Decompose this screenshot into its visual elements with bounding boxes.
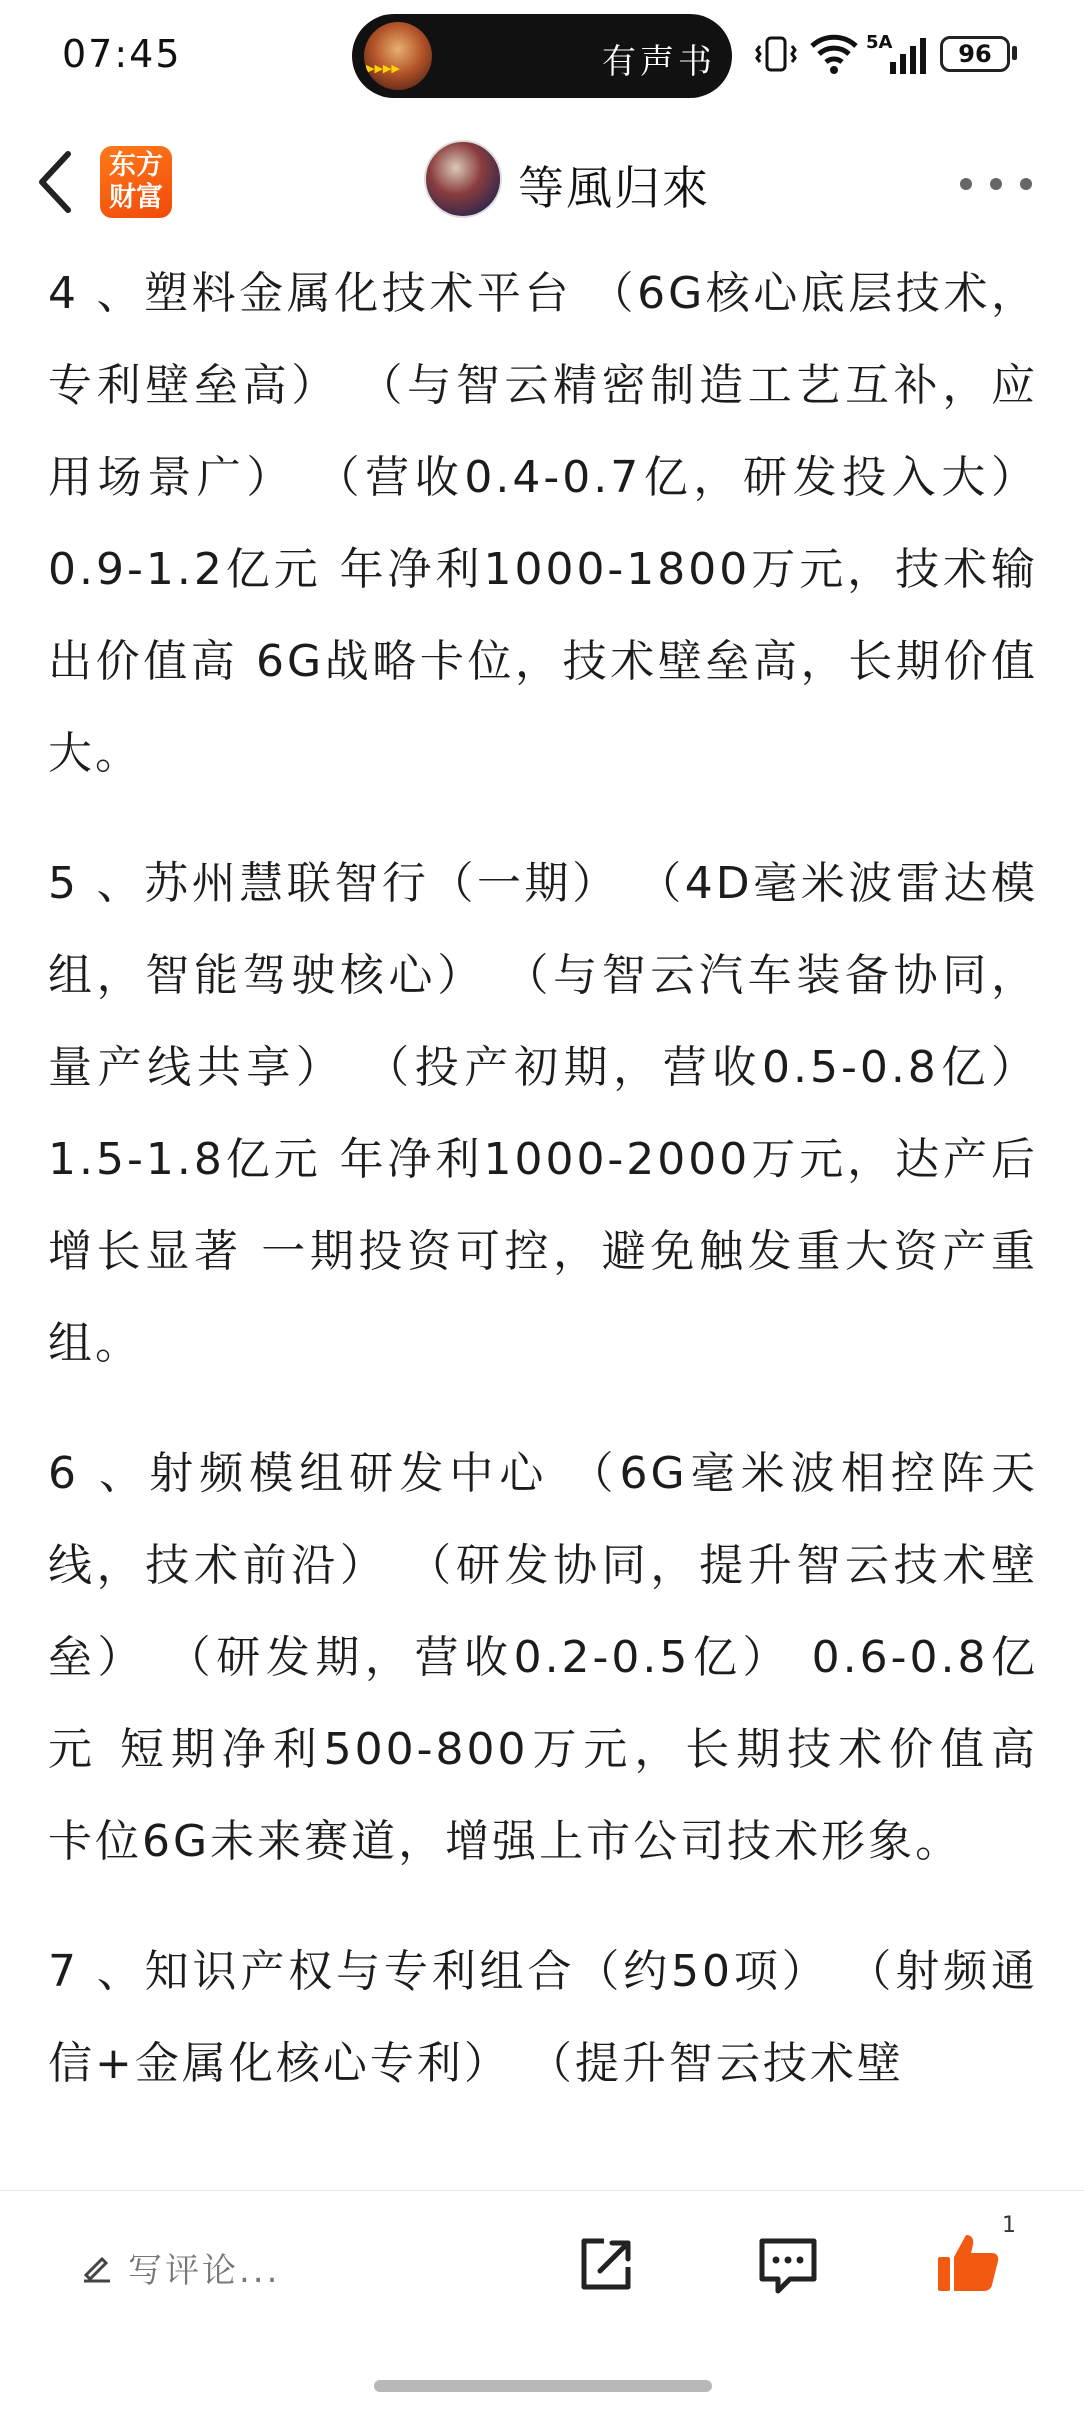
vibrate-icon [754,34,798,74]
back-icon[interactable] [28,142,88,222]
wifi-icon [808,32,860,76]
comment-placeholder: 写评论... [128,2251,281,2291]
status-time: 07:45 [62,32,182,76]
media-player-pill[interactable] [352,14,732,98]
battery-indicator: 96 [940,36,1010,72]
home-indicator[interactable] [374,2380,712,2392]
article-paragraph: 7 、知识产权与专利组合（约50项） （射频通信+金属化核心专利） （提升智云技术壁 [48,1946,1038,2089]
bottom-action-bar [0,2190,1084,2341]
media-thumbnail: ▶▶▶▶ [364,22,432,90]
network-type: 5A [866,32,893,53]
app-logo-line1: 东方 [109,150,163,181]
more-icon[interactable] [958,176,1034,192]
article-paragraph: 6 、射频模组研发中心 （6G毫米波相控阵天线，技术前沿） （研发协同，提升智云技术壁垒） （研发期，营收0.2-0.5亿） 0.6-0.8亿元 短期净利500-800万元，长期技术价值高 卡位6G未来赛道，增强上市公司技术形象。 [48,1448,1038,1867]
comment-input[interactable] [70,2243,490,2293]
app-logo[interactable] [100,146,172,218]
article-body[interactable] [48,248,1038,2188]
comments-icon[interactable] [756,2233,820,2297]
pencil-icon [80,2249,114,2283]
like-icon[interactable] [934,2229,1002,2297]
share-icon[interactable] [574,2233,638,2297]
article-header [0,118,1084,248]
like-count: 1 [1002,2213,1016,2238]
status-bar [0,0,1084,118]
author-name[interactable]: 等風归來 [518,161,710,215]
status-icons [748,26,1078,86]
article-paragraph: 5 、苏州慧联智行（一期） （4D毫米波雷达模组，智能驾驶核心） （与智云汽车装备协同，量产线共享） （投产初期，营收0.5-0.8亿） 1.5-1.8亿元 年净利1000-2000万元，达产后增长显著 一期投资可控，避免触发重大资产重组。 [48,858,1038,1369]
article-paragraph: 4 、塑料金属化技术平台 （6G核心底层技术，专利壁垒高） （与智云精密制造工艺互补，应用场景广） （营收0.4-0.7亿，研发投入大） 0.9-1.2亿元 年净利1000-1800万元，技术输出价值高 6G战略卡位，技术壁垒高，长期价值大。 [48,268,1038,779]
signal-icon [870,34,934,78]
app-logo-line2: 财富 [109,182,163,213]
author-avatar[interactable] [424,140,502,218]
battery-cap [1012,46,1017,60]
media-label: 有声书 [602,42,716,82]
